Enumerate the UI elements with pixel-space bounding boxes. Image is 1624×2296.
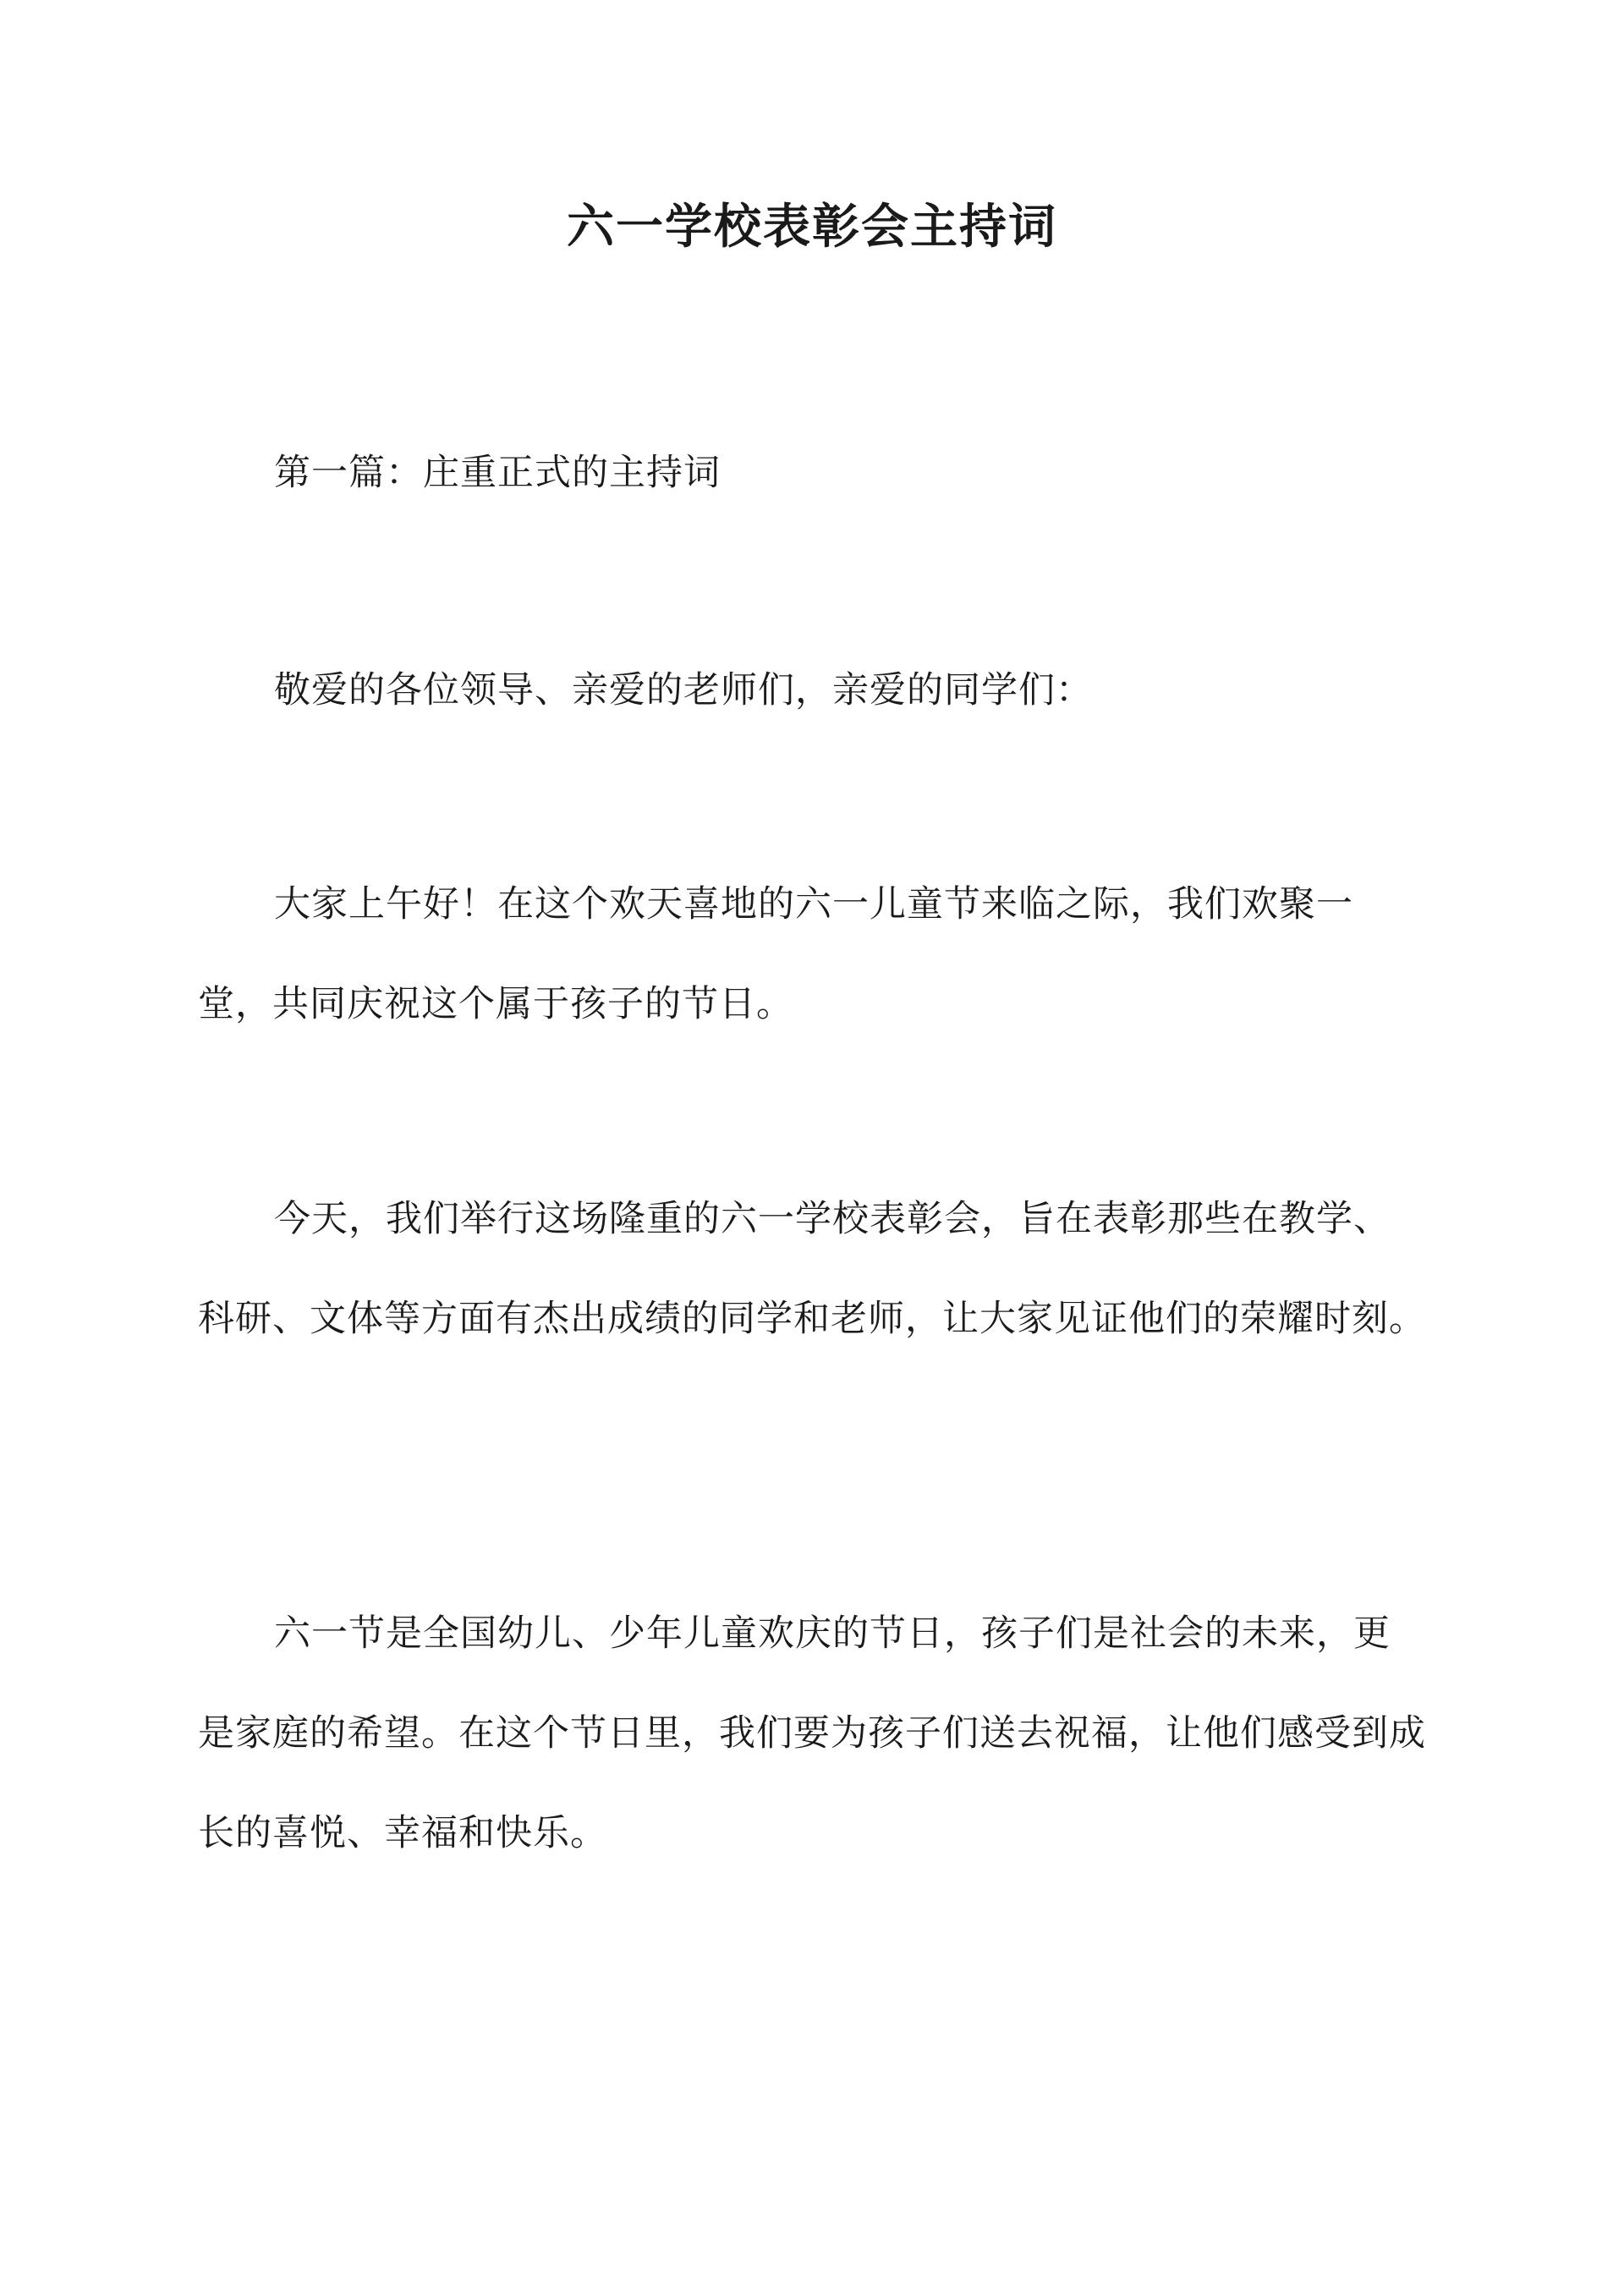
greeting-paragraph: 敬爱的各位领导、亲爱的老师们，亲爱的同学们：	[274, 669, 1093, 711]
section-heading: 第一篇：庄重正式的主持词	[274, 452, 721, 494]
document-title: 六一学校表彰会主持词	[567, 199, 1057, 255]
opening-paragraph: 大家上午好！在这个欢天喜地的六一儿童节来临之际，我们欢聚一堂，共同庆祝这个属于孩子的节日。	[198, 883, 1353, 1025]
purpose-paragraph: 今天，我们举行这场隆重的六一学校表彰会，旨在表彰那些在教学、科研、文体等方面有杰出成绩的同学和老师，让大家见证他们的荣耀时刻。	[198, 1198, 1426, 1340]
meaning-paragraph: 六一节是全国幼儿、少年儿童欢庆的节日，孩子们是社会的未来，更是家庭的希望。在这个节日里，我们要为孩子们送去祝福，让他们感受到成长的喜悦、幸福和快乐。	[198, 1612, 1426, 1854]
